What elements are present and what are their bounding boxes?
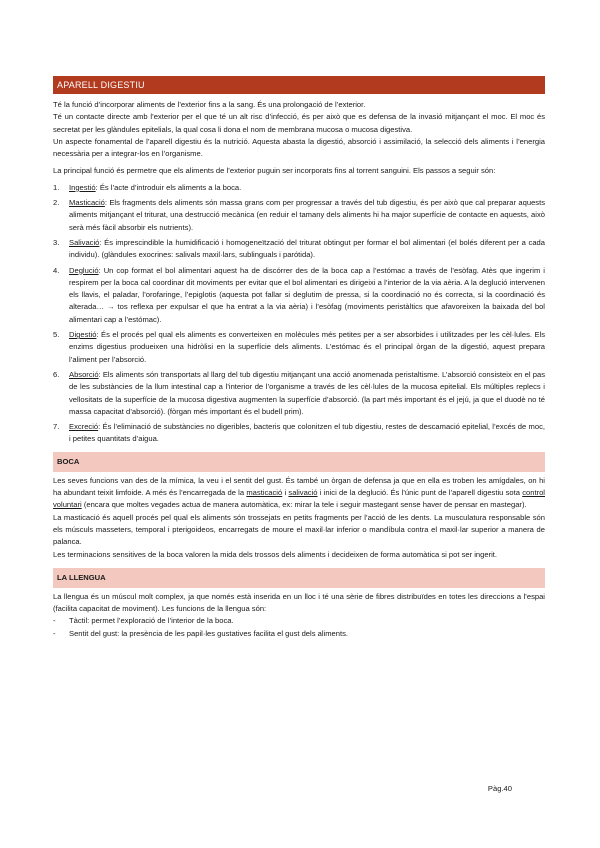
boca-paragraph-1 — [53, 475, 545, 512]
intro-paragraph-3: Un aspecte fonamental de l’aparell digestiu és la nutrició. Aquesta abasta la digestió, absorció i assimilació, la selecció dels aliments i l’energia necessària per a integrar-los en l’organisme. — [53, 136, 545, 159]
step-item — [53, 237, 545, 262]
list-item — [53, 628, 545, 640]
boca-block — [53, 475, 545, 561]
step-term: Ingestió — [69, 182, 96, 192]
list-item-text: Tàctil: permet l’exploració de l’interior de la boca. — [69, 616, 234, 626]
step-number: 1. — [53, 182, 60, 192]
step-item — [53, 329, 545, 366]
intro-paragraph-1: Té la funció d’incorporar aliments de l’exterior fins a la sang. És una prolongació de l’exterior. — [53, 100, 366, 109]
text-run: Les seves funcions van des de la mímica, la veu i el sentit del gust. És també un òrgan de defensa ja que en ella es troben les amígdales, on hi ha abundant teixit limfoide. A més és l’encarregada de la — [53, 475, 545, 498]
step-text: : Els aliments són transportats al llarg del tub digestiu mitjançant una acció anomenada peristaltisme. L’absorció consisteix en el pas de les substàncies de la llum intestinal cap a l’interior de l’organisme a través de les cèl·lules de la mucosa epitelial. Els múltiples replecs i vellositats de la superfície de la mucosa digestiva augmenten la superfície d’absorció. (la part més important és el jejú, ja que el duodè no té massa capacitat d’absorció). (fòrgan més important és el budell prim). — [69, 369, 545, 416]
step-number: 5. — [53, 330, 60, 340]
step-text: : Un cop format el bol alimentari aquest ha de discórrer des de la boca cap a l’estómac a través de l’esòfag. Atès que ingerim i respirem per la boca cal coordinar dit moviments per evitar que el bol alimentari es dirigeixi a l’interior de la via aèria. A la deglució intervenen els llavis, el paladar, l’orofaringe, l’epiglotis (aquesta pot fallar si deglutim de pressa, si la coordinació no és correcta, si la coordinació és alterada… → tos reflexa per expulsar el que ha entrat a la via aèria) i l’esòfag (moviments peristàltics que afavoreixen la baixada del bol alimentari cap a l’estómac). — [69, 265, 545, 324]
step-text: : És l’eliminació de substàncies no digeribles, bacteris que colonitzen el tub digestiu, restes de descamació epitelial, l’excés de moc, i petites quantitats d’aigua. — [69, 422, 545, 444]
step-text: : És el procés pel qual els aliments es converteixen en molècules més petites per a ser absorbides i utilitzades per les cèl·lules. Els enzims digestius produeixen una hidròlisi en la superfície dels aliments. L’estómac és el principal òrgan de la digestió, aquest prepara l’aliment per l’absorció. — [69, 330, 545, 364]
subsection-heading-boca: BOCA — [53, 452, 545, 472]
text-run: i inici de la deglució. És l’únic punt de l’aparell digestiu sota — [317, 488, 523, 498]
step-term: Deglució — [69, 265, 99, 275]
boca-paragraph-2: La masticació és aquell procés pel qual els aliments són trossejats en petits fragments per l’acció de les dents. La musculatura responsable són els músculs masseters, temporal i pterigoideos, encarregats de moure el maxil·lar inferior o mandíbula contra el maxil·lar superior a manera de palanca. — [53, 512, 545, 547]
bullet-dash: - — [53, 616, 56, 626]
step-term: Masticació — [69, 198, 105, 208]
step-term: Excreció — [69, 422, 99, 432]
step-number: 2. — [53, 198, 60, 208]
step-term: Salivació — [69, 237, 100, 247]
step-number: 6. — [53, 369, 60, 379]
step-number: 3. — [53, 237, 60, 247]
llengua-functions-list — [53, 615, 545, 640]
document-page — [53, 76, 545, 640]
bullet-dash: - — [53, 628, 56, 638]
step-item — [53, 265, 545, 326]
page-number: Pàg.40 — [487, 784, 512, 793]
step-item — [53, 197, 545, 234]
subsection-heading-llengua: LA LLENGUA — [53, 568, 545, 588]
step-item — [53, 421, 545, 446]
step-text: : Els fragments dels aliments són massa grans com per progressar a través del tub digestiu, és per això que cal preparar aquests aliments mitjançant el triturat, una destrucció mecànica (en reduir el tamany dels aliments hi ha major superfície de contacte en aquests, això serà més fàcil absorbir els nutrients). — [69, 198, 545, 232]
llengua-block — [53, 591, 545, 640]
llengua-paragraph-1: La llengua és un múscul molt complex, ja que només està inserida en un lloc i té una sèrie de fibres distribuïdes en totes les direccions a l’espai (facilita capacitat de moviment). Les funcions de la llengua són: — [53, 591, 545, 614]
section-heading-aparell-digestiu: APARELL DIGESTIU — [53, 76, 545, 94]
underlined-term: salivació — [288, 488, 318, 498]
step-item — [53, 369, 545, 418]
steps-list — [53, 182, 545, 446]
step-text: : És l’acte d’introduir els aliments a la boca. — [95, 182, 242, 192]
boca-paragraph-3: Les terminacions sensitives de la boca valoren la mida dels trossos dels aliments i decideixen de forma automàtica si pot ser ingerit. — [53, 549, 498, 559]
text-run: (encara que moltes vegades actua de manera automàtica, ex: mirar la tele i seguir mastegant sense haver de pensar en mastegar). — [81, 500, 527, 510]
step-text: : És imprescindible la humidificació i homogeneïtzació del triturat obtingut per formar el bol alimentari (el bolés diferent per a cada individu). (glàndules exocrines: salivals maxil·lars, sublinguals i parótida). — [69, 237, 545, 260]
list-item — [53, 615, 545, 627]
step-number: 4. — [53, 265, 60, 275]
underlined-term: masticació — [246, 488, 283, 498]
underlined-term: control voluntari — [53, 488, 545, 510]
step-term: Absorció — [69, 369, 99, 379]
step-term: Digestió — [69, 330, 97, 340]
step-number: 7. — [53, 422, 60, 432]
text-run: i — [282, 488, 289, 498]
list-item-text: Sentit del gust: la presència de les papil·les gustatives facilita el gust dels aliments. — [69, 628, 349, 638]
intro-paragraph-2: Té un contacte directe amb l’exterior per el que té un alt risc d’infecció, és per això que es defensa de la invasió mitjançant el moc. El moc és secretat per les glàndules epitelials, la qual cosa li dona el nom de membrana mucosa o mucosa digestiva. — [53, 112, 545, 134]
step-item — [53, 182, 545, 194]
steps-intro: La principal funció és permetre que els aliments de l’exterior puguin ser incorporats fins al torrent sanguini. Els passos a seguir són: — [53, 166, 496, 176]
intro-block — [53, 99, 545, 160]
